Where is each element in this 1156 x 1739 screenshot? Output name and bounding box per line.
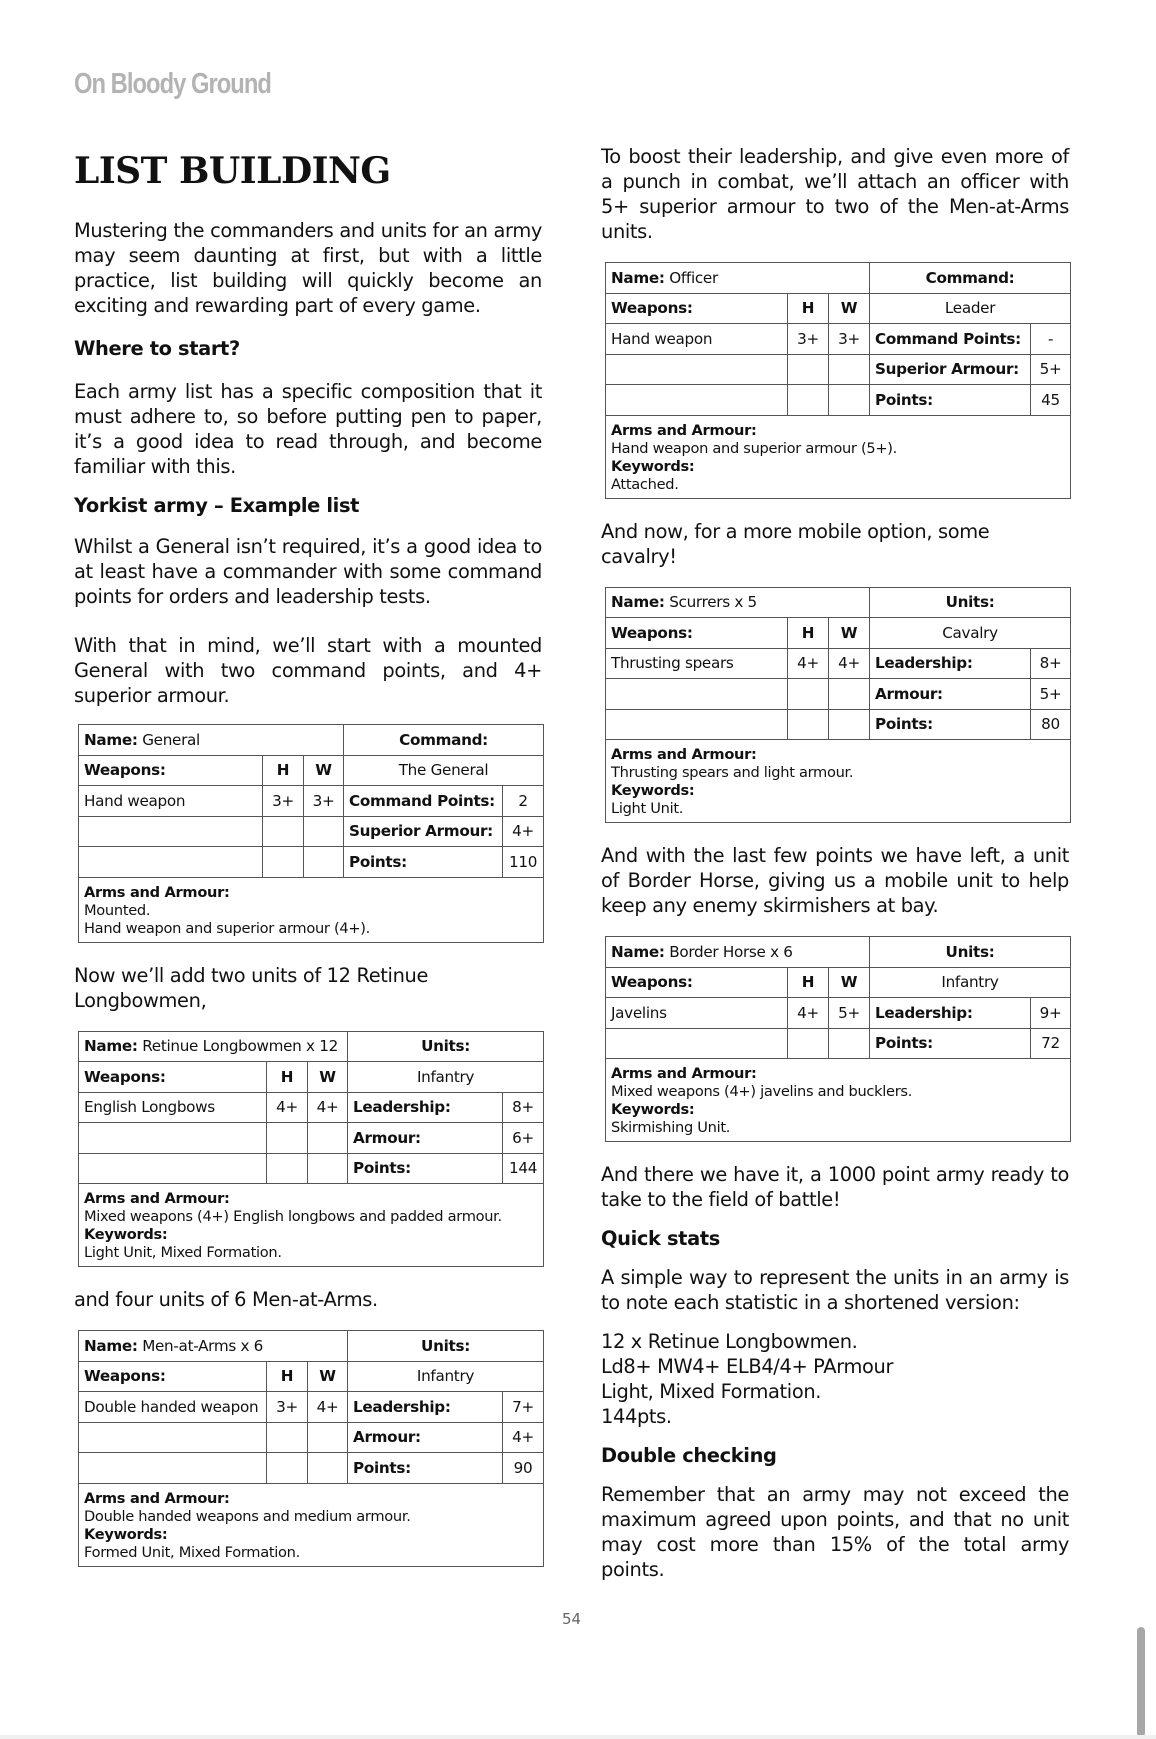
- stat-value: 90: [503, 1453, 544, 1484]
- unit-card-officer: [605, 262, 1071, 499]
- stat-value: 45: [1031, 385, 1071, 416]
- stat-value: 80: [1031, 709, 1071, 740]
- unit-name-cell: Name: Men-at-Arms x 6: [79, 1331, 348, 1362]
- where-paragraph: Each army list has a specific composition that it must adhere to, so before putting pen to paper, it’s a good idea to read through, and become familiar with this.: [74, 380, 542, 478]
- weapon-name: English Longbows: [79, 1092, 267, 1123]
- unit-name-cell: Name: Border Horse x 6: [606, 937, 870, 968]
- intro-paragraph: Mustering the commanders and units for an army may seem daunting at first, but with a little practice, list building will quickly become an exciting and rewarding part of every game.: [74, 219, 542, 317]
- unit-card-general: [78, 724, 544, 943]
- heading-double-checking: Double checking: [601, 1444, 777, 1467]
- stat-label: Leadership:: [870, 648, 1031, 679]
- conclusion-paragraph: And there we have it, a 1000 point army ready to take to the field of battle!: [601, 1163, 1069, 1211]
- stat-value: 2: [503, 786, 544, 817]
- unit-card-longbowmen: [78, 1031, 544, 1268]
- stat-value: 4+: [503, 816, 544, 847]
- stat-value: 4+: [503, 1422, 544, 1453]
- stat-value: 144: [503, 1153, 544, 1184]
- arms-and-armour-section: Arms and Armour: Double handed weapons and medium armour. Keywords: Formed Unit, Mixed Formation.: [79, 1483, 544, 1566]
- weapons-label: Weapons:: [606, 967, 788, 998]
- h-value: 3+: [788, 324, 829, 355]
- h-label: H: [267, 1062, 308, 1093]
- h-label: H: [263, 755, 304, 786]
- unit-name-cell: Name: Retinue Longbowmen x 12: [79, 1031, 348, 1062]
- stat-label: Leadership:: [870, 998, 1031, 1029]
- arms-and-armour-section: Arms and Armour: Hand weapon and superior armour (5+). Keywords: Attached.: [606, 415, 1071, 498]
- arms-and-armour-section: Arms and Armour: Mixed weapons (4+) English longbows and padded armour. Keywords: Light Unit, Mixed Formation.: [79, 1184, 544, 1267]
- stat-label: Leadership:: [348, 1392, 503, 1423]
- unit-name-cell: Name: General: [79, 725, 344, 756]
- stat-label: Armour:: [348, 1422, 503, 1453]
- weapons-label: Weapons:: [606, 293, 788, 324]
- unit-type-value: Infantry: [348, 1062, 544, 1093]
- quick-stats-line: Ld8+ MW4+ ELB4/4+ PArmour: [601, 1355, 894, 1378]
- book-title: On Bloody Ground: [74, 68, 271, 100]
- h-label: H: [788, 293, 829, 324]
- weapon-name: Thrusting spears: [606, 648, 788, 679]
- w-value: 3+: [829, 324, 870, 355]
- stat-label: Command Points:: [870, 324, 1031, 355]
- unit-type-label: Units:: [870, 587, 1071, 618]
- w-label: W: [829, 293, 870, 324]
- stat-label: Armour:: [348, 1123, 503, 1154]
- unit-type-label: Command:: [344, 725, 544, 756]
- page-number: 54: [562, 1610, 582, 1628]
- unit-type-label: Units:: [348, 1031, 544, 1062]
- weapons-label: Weapons:: [79, 1062, 267, 1093]
- weapon-name: Hand weapon: [606, 324, 788, 355]
- quick-stats-line: 144pts.: [601, 1405, 672, 1428]
- h-label: H: [788, 618, 829, 649]
- stat-label: Points:: [344, 847, 503, 878]
- w-label: W: [308, 1361, 348, 1392]
- w-value: 4+: [308, 1392, 348, 1423]
- w-value: 5+: [829, 998, 870, 1029]
- stat-value: 5+: [1031, 354, 1071, 385]
- quick-stats-line: 12 x Retinue Longbowmen.: [601, 1330, 858, 1353]
- stat-value: 6+: [503, 1123, 544, 1154]
- w-value: 4+: [308, 1092, 348, 1123]
- cavalry-intro-paragraph: And now, for a more mobile option, some cavalry!: [601, 519, 990, 568]
- unit-card-border-horse: [605, 936, 1071, 1142]
- weapons-label: Weapons:: [79, 755, 263, 786]
- stat-label: Armour:: [870, 679, 1031, 710]
- w-value: 3+: [304, 786, 344, 817]
- w-label: W: [308, 1062, 348, 1093]
- stat-value: 5+: [1031, 679, 1071, 710]
- h-value: 3+: [267, 1392, 308, 1423]
- stat-label: Points:: [348, 1453, 503, 1484]
- weapons-label: Weapons:: [79, 1361, 267, 1392]
- heading-yorkist-example: Yorkist army – Example list: [74, 494, 360, 517]
- stat-value: 7+: [503, 1392, 544, 1423]
- unit-name-cell: Name: Scurrers x 5: [606, 587, 870, 618]
- stat-value: 9+: [1031, 998, 1071, 1029]
- h-value: 4+: [788, 998, 829, 1029]
- unit-type-label: Units:: [870, 937, 1071, 968]
- unit-type-label: Units:: [348, 1331, 544, 1362]
- stat-label: Points:: [348, 1153, 503, 1184]
- stat-value: -: [1031, 324, 1071, 355]
- quick-stats-example: [601, 1329, 1069, 1429]
- border-horse-intro-paragraph: And with the last few points we have left, a unit of Border Horse, giving us a mobile unit to help keep any enemy skirmishers at bay.: [601, 844, 1069, 917]
- h-value: 4+: [267, 1092, 308, 1123]
- unit-card-men-at-arms: [78, 1330, 544, 1567]
- stat-label: Points:: [870, 385, 1031, 416]
- w-label: W: [304, 755, 344, 786]
- longbow-intro-paragraph: Now we’ll add two units of 12 Retinue Longbowmen,: [74, 963, 429, 1012]
- weapon-name: Hand weapon: [79, 786, 263, 817]
- quick-stats-line: Light, Mixed Formation.: [601, 1380, 822, 1403]
- arms-and-armour-section: Arms and Armour: Mixed weapons (4+) javelins and bucklers. Keywords: Skirmishing Unit.: [606, 1059, 1071, 1142]
- weapon-name: Double handed weapon: [79, 1392, 267, 1423]
- officer-intro-paragraph: To boost their leadership, and give even more of a punch in combat, we’ll attach an officer with 5+ superior armour to two of the Men-at-Arms units.: [601, 145, 1069, 243]
- stat-label: Leadership:: [348, 1092, 503, 1123]
- yorkist-paragraph: Whilst a General isn’t required, it’s a good idea to at least have a commander with some command points for orders and leadership tests.: [74, 535, 542, 608]
- unit-card-scurrers: [605, 587, 1071, 824]
- right-column: [601, 144, 1069, 1582]
- w-label: W: [829, 967, 870, 998]
- h-label: H: [788, 967, 829, 998]
- unit-type-value: Cavalry: [870, 618, 1071, 649]
- heading-quick-stats: Quick stats: [601, 1227, 720, 1250]
- unit-type-label: Command:: [870, 263, 1071, 294]
- menatarms-intro-paragraph: and four units of 6 Men-at-Arms.: [74, 1288, 378, 1311]
- unit-name-cell: Name: Officer: [606, 263, 870, 294]
- w-value: 4+: [829, 648, 870, 679]
- unit-type-value: The General: [344, 755, 544, 786]
- arms-and-armour-section: Arms and Armour: Mounted. Hand weapon and superior armour (4+).: [79, 877, 544, 942]
- h-value: 3+: [263, 786, 304, 817]
- stat-value: 8+: [1031, 648, 1071, 679]
- stat-value: 72: [1031, 1028, 1071, 1059]
- arms-and-armour-section: Arms and Armour: Thrusting spears and light armour. Keywords: Light Unit.: [606, 740, 1071, 823]
- unit-type-value: Infantry: [870, 967, 1071, 998]
- unit-type-value: Infantry: [348, 1361, 544, 1392]
- heading-where-to-start: Where to start?: [74, 337, 240, 360]
- page-title: LIST BUILDING: [74, 150, 391, 192]
- w-label: W: [829, 618, 870, 649]
- left-column: [74, 218, 542, 1567]
- weapon-name: Javelins: [606, 998, 788, 1029]
- h-label: H: [267, 1361, 308, 1392]
- h-value: 4+: [788, 648, 829, 679]
- weapons-label: Weapons:: [606, 618, 788, 649]
- bottom-edge: [0, 1735, 1156, 1739]
- double-checking-paragraph: Remember that an army may not exceed the maximum agreed upon points, and that no unit may cost more than 15% of the total army points.: [601, 1483, 1069, 1581]
- stat-value: 110: [503, 847, 544, 878]
- vertical-scrollbar[interactable]: [1137, 1627, 1145, 1737]
- stat-label: Superior Armour:: [870, 354, 1031, 385]
- unit-type-value: Leader: [870, 293, 1071, 324]
- quick-stats-paragraph: A simple way to represent the units in an army is to note each statistic in a shortened version:: [601, 1266, 1069, 1314]
- stat-label: Points:: [870, 709, 1031, 740]
- stat-label: Superior Armour:: [344, 816, 503, 847]
- stat-label: Points:: [870, 1028, 1031, 1059]
- stat-value: 8+: [503, 1092, 544, 1123]
- general-intro-paragraph: With that in mind, we’ll start with a mounted General with two command points, and 4+ superior armour.: [74, 634, 542, 707]
- stat-label: Command Points:: [344, 786, 503, 817]
